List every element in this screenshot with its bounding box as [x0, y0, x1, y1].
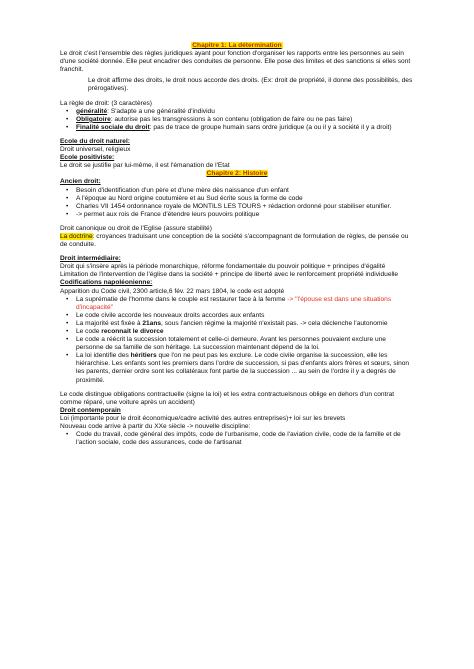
affirm-paragraph: Le droit affirme des droits, le droit nous accorde des droits. (Ex: droit de propriété, il donne des possibilités, des prérogatives).: [88, 77, 413, 93]
list-item: • Le code a réécrit la succession totalement et celle-ci demeure. Avant les personnes pouvaient exclure une personne de sa famille de son héritage. La succession maintenant dépend de la loi.: [76, 336, 414, 352]
canonique-text: Droit canonique ou droit de l'Eglise (assure stabilité): [60, 224, 212, 232]
droit-contemporain-heading: Droit contemporain: [60, 406, 121, 414]
list-item: • -> permet aux rois de France d'étendre leurs pouvoirs politique: [76, 211, 414, 219]
chapter-1-title: Chapitre 1: La détermination: [192, 42, 282, 49]
list-item: • Le code civile accorde les nouveaux droits accordes aux enfants: [76, 312, 414, 320]
ecole-positiviste-heading: Ecole positiviste:: [60, 154, 115, 162]
contemporain-list: [60, 431, 414, 447]
list-item: • généralité: S'adapte a une généralité d'individu: [76, 108, 414, 116]
codifications-text: Apparition du Code civil, 2300 article,6 fév. 22 mars 1804, le code est adopté: [60, 287, 285, 295]
distingue-text: Le code distingue obligations contractuelle (signe la loi) et les extra contractuelsnous oblige en dehors d'un contrat comme réparé, une voiture après un accident): [60, 390, 395, 406]
list-item: • La loi identifie des héritiers que l'on ne peut pas les exclure. Le code civile organise la succession, elle les hiérarchise. Les enfants sont les premiers dans l'ordre de succession, si pas d'enfants alors frères et sœurs, sinon les parents, dernier ordre sont les collatéraux font partie de la succession ... au sein de l'ordre il y a degrés de proximité.: [76, 352, 414, 384]
list-item: • A l'époque au Nord origine coutumière et au Sud écrite sous la forme de code: [76, 195, 414, 203]
droit-contemporain-text-1: Loi (importante pour le droit économique/cadre activité des autres entreprises)+ loi sur les brevets: [60, 414, 346, 422]
list-item: • Code du travail, code général des impôts, code de l'urbanisme, code de l'aviation civile, code de la famille et de l'action sociale, code des assurances, code de l'artisanat: [76, 431, 414, 447]
caracteres-list: [60, 108, 414, 132]
droit-contemporain-text-2: Nouveau code arrive à partir du XXe siècle -> nouvelle discipline:: [60, 423, 251, 431]
doctrine-text: La doctrine: croyances traduisant une conception de la société s'accompagnant de formulation de règles, de pensée ou de conduite.: [60, 232, 409, 249]
regle-intro: La règle de droit: (3 caractères): [60, 99, 152, 107]
list-item: • Finalité sociale du droit: pas de trace de groupe humain sans ordre juridique (a ou il y a société il y a droit): [76, 124, 414, 132]
ecole-naturel-text: Droit universel, religieux: [60, 146, 131, 154]
codifications-heading: Codifications napoléonienne:: [60, 279, 153, 287]
ancien-droit-list: [60, 187, 414, 219]
list-item: • Obligatoire: autorise pas les transgressions à son contenu (obligation de faire ou ne pas faire): [76, 116, 414, 124]
codifications-list: [60, 296, 414, 385]
droit-intermediaire-heading: Droit intermédiaire:: [60, 255, 121, 263]
ecole-positiviste-text: Le droit se justifie par lui-même, il est l'émanation de l'Etat: [60, 162, 230, 170]
droit-intermediaire-text-1: Droit qui s'insère après la période monarchique, réforme fondamentale du pouvoir politique + principes d'égalité: [60, 263, 386, 271]
list-item: • La majorité est fixée à 21ans, sous l'ancien régime la majorité n'existait pas. -> cela déclenche l'autonomie: [76, 320, 414, 328]
ecole-naturel-heading: Ecole du droit naturel:: [60, 137, 130, 145]
list-item: • Besoin d'identification d'un père et d'une mère dès naissance d'un enfant: [76, 187, 414, 195]
droit-intermediaire-text-2: Limitation de l'intervention de l'église dans la société + principe de liberté avec le renforcement propriété individuelle: [60, 271, 399, 279]
chapter-2-title: Chapitre 2: Histoire: [206, 170, 268, 178]
list-item: • Le code reconnait le divorce: [76, 328, 414, 336]
list-item: • La suprématie de l'homme dans le couple est restaurer face à la femme -> "l'épouse est dans une situations d'incapacité": [76, 296, 414, 312]
ancien-droit-heading: Ancien droit:: [60, 178, 101, 186]
intro-paragraph: Le droit c'est l'ensemble des règles juridiques ayant pour fonction d'organiser les rapports entre les personnes au sein d'une société donnée. Elle peut encadrer des conduites de personne. Elle pose des limites et des sanctions si elles sont franchit.: [60, 50, 411, 74]
list-item: • Charles VII 1454 ordonnance royale de MONTILS LES TOURS + rédaction ordonné pour stabiliser etunifier.: [76, 203, 414, 211]
